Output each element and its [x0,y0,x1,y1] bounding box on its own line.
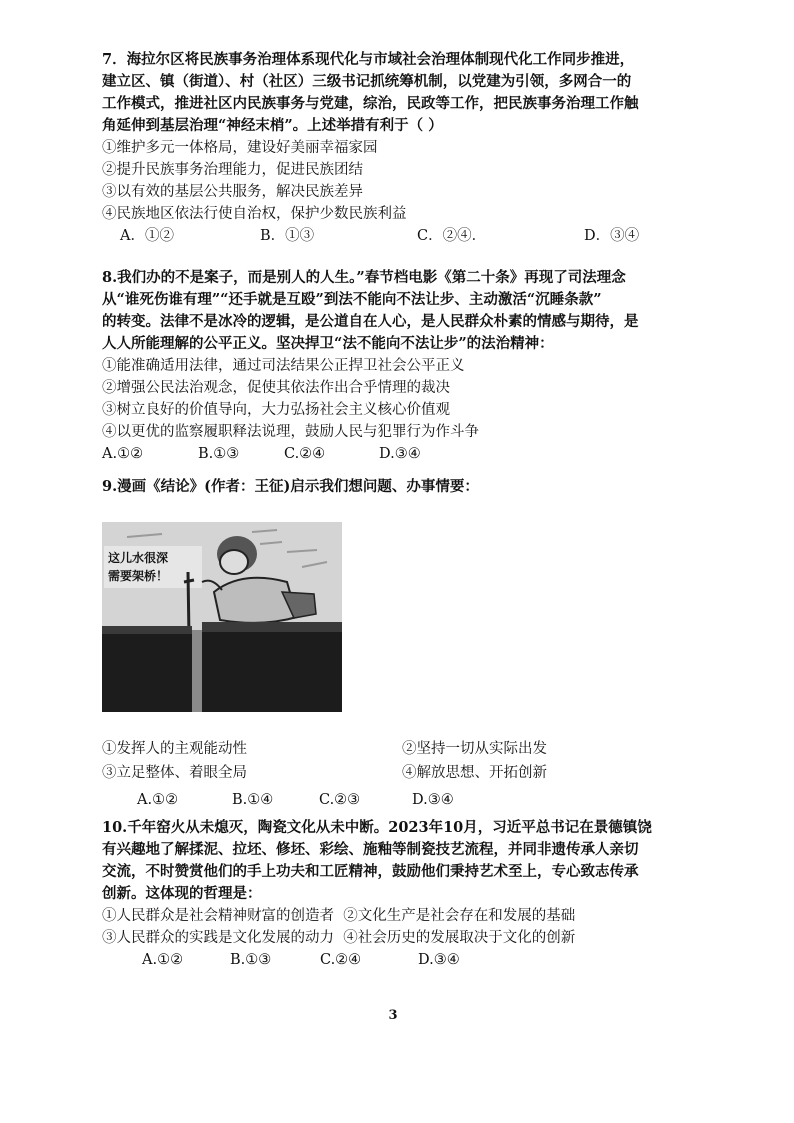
q7-stem-line: 工作模式，推进社区内民族事务与党建，综治，民政等工作，把民族事务治理工作触 [102,95,639,112]
q9-option-a: A.①② [137,792,179,808]
q7-option-c: C．②④． [417,228,487,244]
q8-option-b: B.①③ [198,446,240,462]
q7-stem-line: 角延伸到基层治理“神经末梢”。上述举措有利于（ ） [102,117,443,134]
q9-stem: 9.漫画《结论》(作者：王征)启示我们想问题、办事情要： [102,478,479,495]
q9-option-c: C.②③ [319,792,361,808]
q8-stem-line: 的转变。法律不是冰冷的逻辑，是公道自在人心，是人民群众朴素的情感与期待，是 [102,313,639,330]
q8-statement-2: ②增强公民法治观念，促使其依法作出合乎情理的裁决 [102,380,450,396]
q7-statement-4: ④民族地区依法行使自治权，保护少数民族利益 [102,206,407,222]
q10-stem-line: 有兴趣地了解揉泥、拉坯、修坯、彩绘、施釉等制瓷技艺流程，并同非遗传承人亲切 [102,841,639,858]
q7-statement-1: ①维护多元一体格局，建设好美丽幸福家园 [102,140,378,156]
q10-statement-1: ①人民群众是社会精神财富的创造者 [102,908,334,924]
q10-option-d: D.③④ [418,952,460,968]
q7-stem-line: 建立区、镇（街道）、村（社区）三级书记抓统筹机制，以党建为引领，多网合一的 [102,73,632,90]
q10-statement-3: ③人民群众的实践是文化发展的动力 [102,930,334,946]
q9-statements [102,737,712,811]
q7-options [102,225,712,247]
q10-option-a: A.①② [142,952,184,968]
q10-statement-row [102,927,712,949]
cartoon-caption-2: 需要架桥！ [108,569,169,583]
q9-options [102,789,712,811]
q9-statement-1: ①发挥人的主观能动性 [102,741,247,757]
q10-statement-4: ④社会历史的发展取决于文化的创新 [343,930,576,946]
q10-stem-line: 交流，不时赞赏他们的手上功夫和工匠精神，鼓励他们秉持艺术至上，专心致志传承 [102,863,639,880]
q7-option-a: A．①② [120,228,174,244]
q9-option-b: B.①④ [232,792,274,808]
q10-options [102,949,712,971]
q8-statement-4: ④以更优的监察履职释法说理，鼓励人民与犯罪行为作斗争 [102,424,479,440]
q8-options [102,443,712,465]
q8-stem-line: 人人所能理解的公平正义。坚决捍卫“法不能向不法让步”的法治精神： [102,335,554,352]
q8-statement-3: ③树立良好的价值导向，大力弘扬社会主义核心价值观 [102,402,450,418]
q10-option-c: C.②④ [320,952,362,968]
q7-statement-3: ③以有效的基层公共服务，解决民族差异 [102,184,363,200]
question-8 [102,267,712,465]
q8-statement-1: ①能准确适用法律，通过司法结果公正捍卫社会公平正义 [102,358,465,374]
question-9 [102,476,712,498]
q10-statement-2: ②文化生产是社会存在和发展的基础 [343,908,576,924]
q10-stem-line: 10.千年窑火从未熄灭，陶瓷文化从未中断。2023年10月，习近平总书记在景德镇饶 [102,819,652,836]
q10-statement-row [102,905,712,927]
q8-option-a: A.①② [102,446,144,462]
q9-option-d: D.③④ [412,792,454,808]
q8-option-d: D.③④ [379,446,421,462]
question-10 [102,817,712,971]
q9-statement-3: ③立足整体、着眼全局 [102,765,247,781]
q7-option-d: D．③④ [584,228,640,244]
q10-option-b: B.①③ [230,952,272,968]
q9-statement-4: ④解放思想、开拓创新 [402,765,547,781]
page-number: 3 [388,1008,398,1023]
q7-option-b: B．①③ [260,228,315,244]
q7-statement-2: ②提升民族事务治理能力，促进民族团结 [102,162,363,178]
q10-stem-line: 创新。这体现的哲理是： [102,885,262,902]
q8-stem-line: 从“谁死伤谁有理”“还手就是互殴”到法不能向不法让步、主动激活“沉睡条款” [102,291,602,308]
cartoon-drawing [102,522,342,712]
q8-stem-line: 8.我们办的不是案子，而是别人的人生。”春节档电影《第二十条》再现了司法理念 [102,269,626,286]
question-7 [102,49,712,247]
cartoon-caption-1: 这儿水很深 [108,551,169,565]
cartoon-image [102,522,342,712]
q8-option-c: C.②④ [284,446,326,462]
q7-stem-line: 7．海拉尔区将民族事务治理体系现代化与市域社会治理体制现代化工作同步推进， [102,51,635,68]
q9-statement-2: ②坚持一切从实际出发 [402,741,547,757]
